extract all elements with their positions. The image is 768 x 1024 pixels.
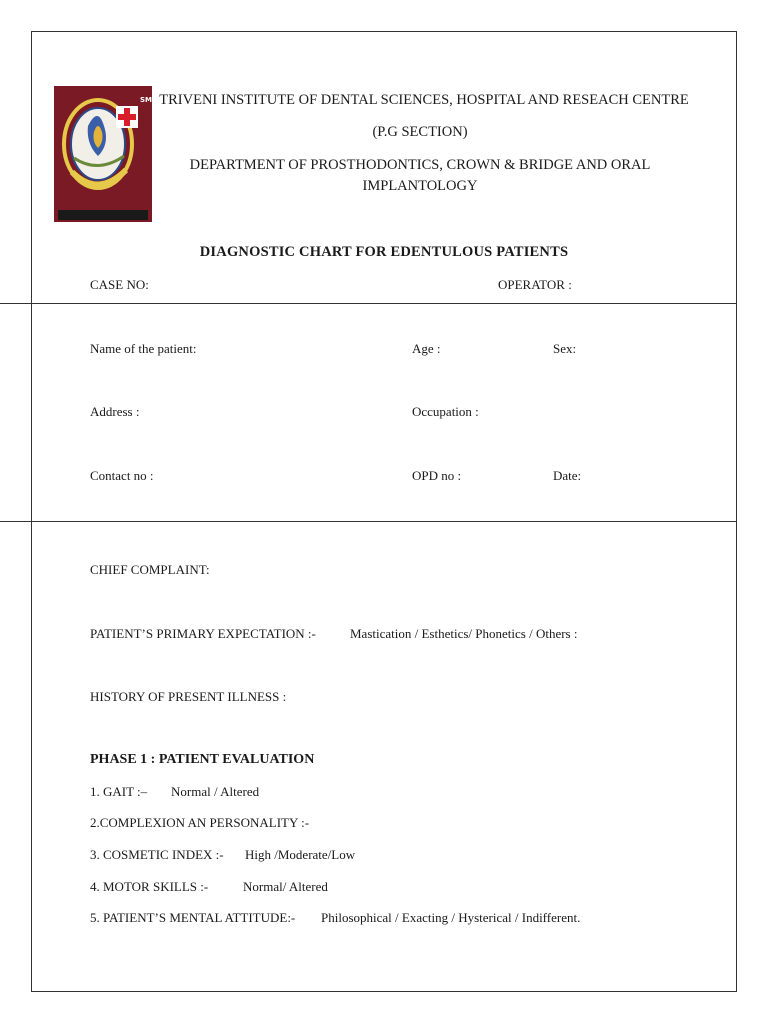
primary-expectation-label: PATIENT’S PRIMARY EXPECTATION :- <box>90 626 316 641</box>
opd-label: OPD no : <box>412 468 462 483</box>
phase1-title: PHASE 1 : PATIENT EVALUATION <box>90 752 315 767</box>
institute-name: TRIVENI INSTITUTE OF DENTAL SCIENCES, HOSPITAL AND RESEACH CENTRE <box>159 92 689 108</box>
patient-name-label: Name of the patient: <box>90 341 197 356</box>
gait-options: Normal / Altered <box>171 784 260 799</box>
cosmetic-index-label: 3. COSMETIC INDEX :- <box>90 847 224 862</box>
primary-expectation-options: Mastication / Esthetics/ Phonetics / Others : <box>350 626 578 641</box>
occupation-label: Occupation : <box>412 404 479 419</box>
department-line-1: DEPARTMENT OF PROSTHODONTICS, CROWN & BRIDGE AND ORAL <box>189 157 651 173</box>
chief-complaint-label: CHIEF COMPLAINT: <box>90 562 210 577</box>
institute-logo <box>54 86 152 222</box>
mental-attitude-options: Philosophical / Exacting / Hysterical / Indifferent. <box>321 910 581 925</box>
divider-top <box>0 303 737 304</box>
contact-label: Contact no : <box>90 468 154 483</box>
motor-skills-label: 4. MOTOR SKILLS :- <box>90 879 209 894</box>
address-label: Address : <box>90 404 140 419</box>
age-label: Age : <box>412 341 441 356</box>
gait-label: 1. GAIT :– <box>90 784 148 799</box>
divider-middle <box>0 521 737 522</box>
section-name: (P.G SECTION) <box>372 124 468 140</box>
chart-title: DIAGNOSTIC CHART FOR EDENTULOUS PATIENTS <box>199 244 569 260</box>
date-label: Date: <box>553 468 582 483</box>
case-no-label: CASE NO: <box>90 277 149 292</box>
logo-emblem-icon <box>54 86 152 222</box>
sex-label: Sex: <box>553 341 577 356</box>
operator-label: OPERATOR : <box>498 277 572 292</box>
cosmetic-index-options: High /Moderate/Low <box>245 847 356 862</box>
complexion-label: 2.COMPLEXION AN PERSONALITY :- <box>90 815 310 830</box>
mental-attitude-label: 5. PATIENT’S MENTAL ATTITUDE:- <box>90 910 296 925</box>
department-line-2: IMPLANTOLOGY <box>362 178 478 194</box>
logo-mark-text: SM <box>140 96 152 104</box>
motor-skills-options: Normal/ Altered <box>243 879 328 894</box>
present-illness-label: HISTORY OF PRESENT ILLNESS : <box>90 689 287 704</box>
